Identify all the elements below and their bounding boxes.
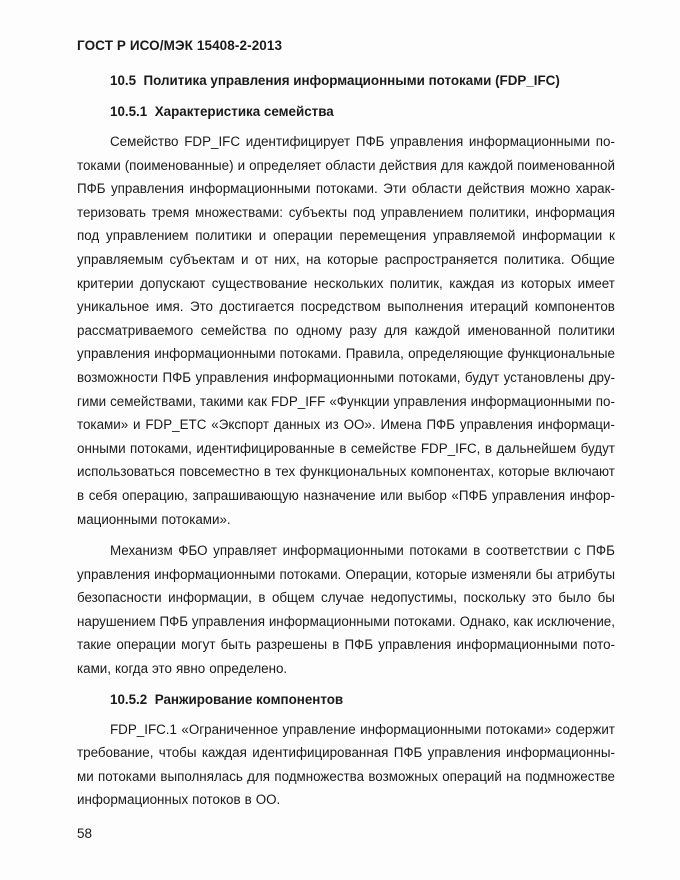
paragraph-3 [77, 718, 615, 812]
text-line: онными потоками, идентифицированные в семействе FDP_IFC, в дальнейшем будут [77, 440, 615, 456]
text-line: использоваться повсеместно в тех функциональных компонентах, которые включают [77, 464, 615, 480]
text-line: теризовать тремя множествами: субъекты под управлением политики, информация [77, 204, 615, 220]
subsection-2-title: Ранжирование компонентов [154, 691, 344, 707]
text-line: управления информационными потоками. Операции, которые изменяли бы атрибуты [77, 566, 615, 582]
text-line: такие операции могут быть разрешены в ПФБ управления информационными пото- [77, 637, 615, 653]
text-line: ПФБ управления информационными потоками. Эти области действия можно харак- [77, 181, 615, 197]
text-line: ми потоками выполнялась для подмножества возможных операций на подмножестве [77, 768, 615, 784]
text-line: уникальное имя. Это достигается посредством выполнения итераций компонентов [77, 299, 615, 315]
text-line: критерии допускают существование нескольких политик, каждая из которых имеет [77, 275, 615, 291]
document-header: ГОСТ Р ИСО/МЭК 15408-2-2013 [77, 38, 283, 53]
text-line: в себя операцию, запрашивающую назначение или выбор «ПФБ управления инфор- [77, 487, 615, 503]
text-line: гими семействами, такими как FDP_IFF «Функции управления информационными по- [77, 393, 615, 409]
subsection-2-number: 10.5.2 [110, 691, 148, 707]
text-line: токами (поименованные) и определяет области действия для каждой поименованной [77, 157, 615, 173]
subsection-heading-2 [77, 689, 615, 710]
text-line: мационными потоками». [77, 511, 231, 527]
page-number: 58 [77, 826, 93, 841]
subsection-heading-1 [77, 101, 615, 122]
subsection-1-title: Характеристика семейства [154, 104, 334, 119]
section-number: 10.5 [110, 73, 137, 88]
text-line: ками, когда это явно определено. [77, 661, 288, 677]
text-line: возможности ПФБ управления информационными потоками, будут установлены дру- [77, 369, 615, 385]
text-line: Семейство FDP_IFC идентифицирует ПФБ управления информационными по- [110, 134, 615, 149]
text-line: нарушением ПФБ управления информационными потоками. Однако, как исключение, [77, 613, 615, 629]
text-line: Механизм ФБО управляет информационными потоками в соответствии с ПФБ [110, 543, 615, 559]
text-line: управляемым субъектам и от них, на которые распространяется политика. Общие [77, 251, 615, 267]
text-line: FDP_IFC.1 «Ограниченное управление информационными потоками» содержит [110, 721, 615, 737]
text-line: требование, чтобы каждая идентифицированная ПФБ управления информационны- [77, 745, 615, 761]
paragraph-2 [77, 539, 615, 681]
text-line: управления информационными потоками. Правила, определяющие функциональные [77, 346, 615, 362]
section-heading [77, 70, 615, 91]
text-line: рассматриваемого семейства по одному разу для каждой именованной политики [77, 322, 615, 338]
section-title: Политика управления информационными потоками (FDP_IFC) [143, 73, 560, 88]
paragraph-1 [77, 130, 615, 531]
page-content [77, 70, 615, 820]
text-line: информационных потоков в ОО. [77, 792, 281, 808]
subsection-1-number: 10.5.1 [110, 104, 148, 119]
text-line: под управлением политики и операции перемещения управляемой информации к [77, 228, 615, 244]
text-line: токами» и FDP_ETC «Экспорт данных из ОО». Имена ПФБ управления информаци- [77, 417, 615, 433]
text-line: безопасности информации, в общем случае недопустимы, поскольку это было бы [77, 590, 615, 606]
